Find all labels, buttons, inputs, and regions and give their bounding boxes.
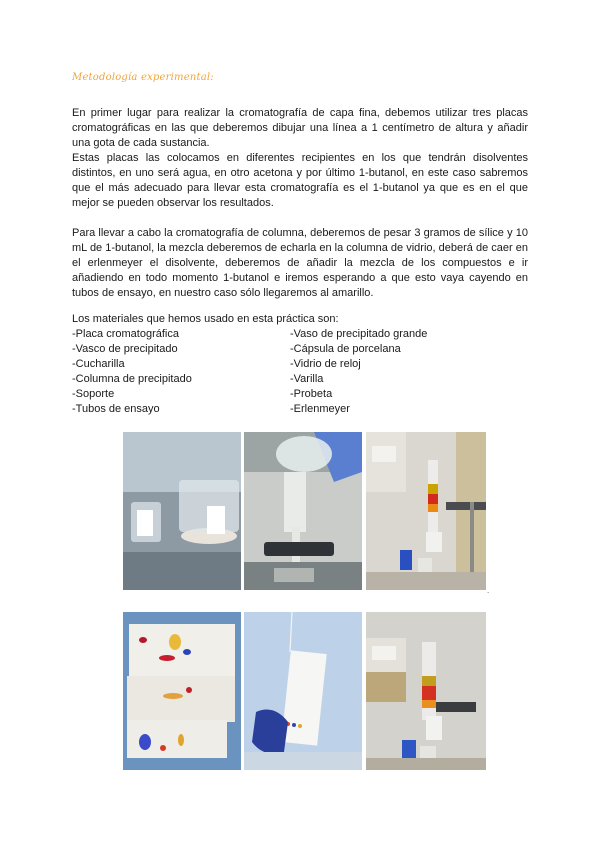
material-item: -Vasco de precipitado	[72, 343, 178, 355]
material-item: -Varilla	[290, 373, 324, 385]
photo-chromatography-plates	[123, 612, 241, 770]
paragraph-1-sentence-2: Estas placas las colocamos en diferentes recipientes en los que tendrán disolventes distintos, en uno será agua, en otro acetona y por último 1-butanol, en este caso sabremos que el más adecuado para llevar esta cromatografía es el 1-butanol ya que es en el que mejor se pueden observar los resultados.	[72, 152, 528, 209]
photo-beakers-with-plates	[123, 432, 241, 590]
photo-column-separation	[366, 612, 486, 770]
material-item: -Tubos de ensayo	[72, 403, 160, 415]
section-heading: Metodología experimental:	[72, 72, 214, 83]
material-item: -Vidrio de reloj	[290, 358, 361, 370]
material-item: -Cucharilla	[72, 358, 125, 370]
materials-list-right	[290, 327, 427, 417]
materials-list-left	[72, 327, 192, 417]
photo-column-on-stand	[366, 432, 486, 590]
material-item: -Erlenmeyer	[290, 403, 350, 415]
paragraph-1-sentence-1: En primer lugar para realizar la cromatografía de capa fina, debemos utilizar tres placas cromatográficas en las que deberemos dibujar una línea a 1 centímetro de altura y añadir una gota de cada sustancia.	[72, 107, 528, 149]
trailing-mark: .	[487, 586, 490, 595]
photo-pouring-into-column	[244, 432, 362, 590]
material-item: -Cápsula de porcelana	[290, 343, 401, 355]
photo-hand-holding-plate	[244, 612, 362, 770]
material-item: -Soporte	[72, 388, 115, 400]
paragraph-column: Para llevar a cabo la cromatografía de columna, deberemos de pesar 3 gramos de sílice y 10 mL de 1-butanol, la mezcla deberemos de echarla en la columna de vidrio, deberá de caer en el erlenmeyer el disolvente, deberemos de añadir la mezcla de los compuestos e ir añadiendo en todo momento 1-butanol e iremos esperando a que esto vaya cayendo en tubos de ensayo, en nuestro caso sólo llegaremos al amarillo.	[72, 227, 528, 299]
material-item: -Probeta	[290, 388, 333, 400]
material-item: -Placa cromatográfica	[72, 328, 179, 340]
material-item: -Columna de precipitado	[72, 373, 192, 385]
materials-intro: Los materiales que hemos usado en esta práctica son:	[72, 313, 339, 325]
paragraph-thin-layer	[72, 106, 528, 211]
material-item: -Vaso de precipitado grande	[290, 328, 428, 340]
